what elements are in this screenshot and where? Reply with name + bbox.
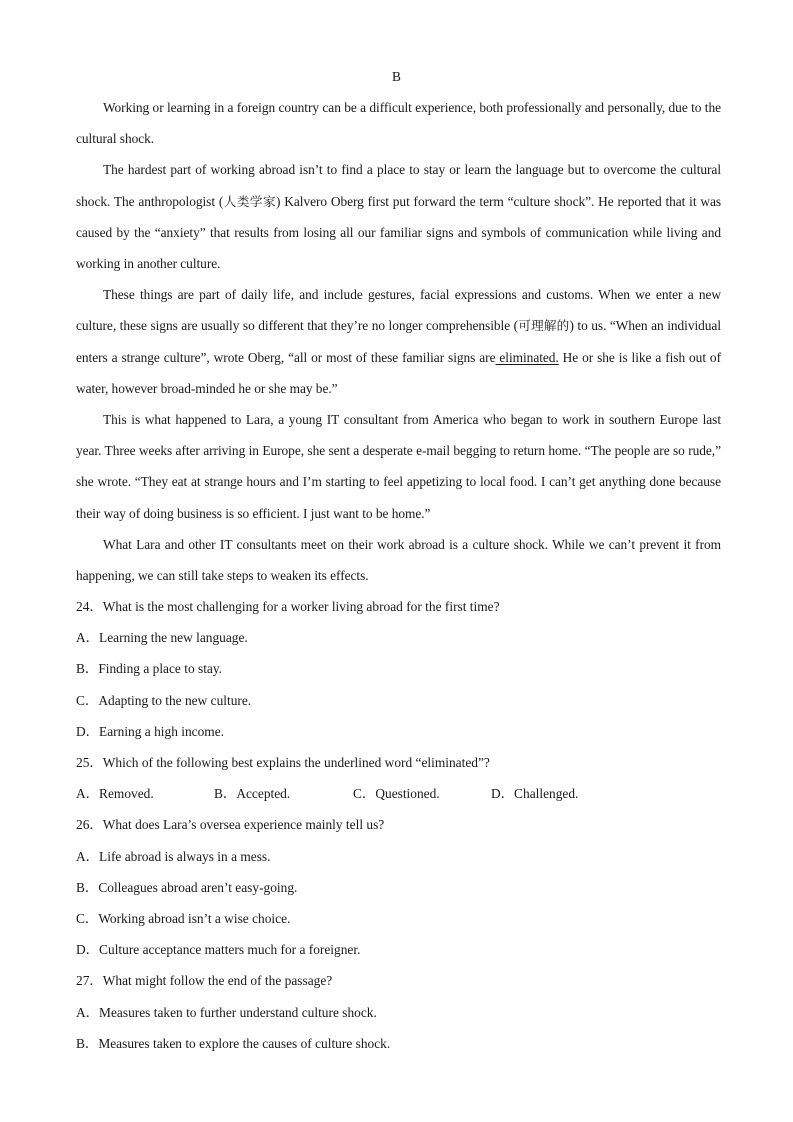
reading-passage [76,92,721,591]
section-label: B [392,69,401,84]
question-24-option-d: D．Earning a high income. [76,723,225,739]
passage-paragraph-1: Working or learning in a foreign country can be a difficult experience, both professionally and personally, due to the cultural shock. [76,100,721,147]
question-25-option-b: B．Accepted. [214,786,291,802]
chinese-gloss-anthropologist: 人类学家 [223,193,277,209]
question-25-stem: 25．Which of the following best explains the underlined word “eliminated”? [76,755,490,771]
question-26-option-b: B．Colleagues abroad aren’t easy-going. [76,879,298,895]
question-27-option-a: A．Measures taken to further understand culture shock. [76,1004,377,1020]
question-26-option-c: C．Working abroad isn’t a wise choice. [76,911,291,927]
question-list [76,591,726,1059]
question-25-option-d: D．Challenged. [491,786,579,802]
passage-paragraph-5: What Lara and other IT consultants meet on their work abroad is a culture shock. While we can’t prevent it from happening, we can still take steps to weaken its effects. [76,536,721,584]
question-24-option-a: A．Learning the new language. [76,630,248,646]
question-24-stem: 24．What is the most challenging for a worker living abroad for the first time? [76,599,500,614]
chinese-gloss-comprehensible: 可理解的 [518,318,570,334]
question-26-stem: 26．What does Lara’s oversea experience mainly tell us? [76,817,385,833]
passage-paragraph-4: This is what happened to Lara, a young IT consultant from America who began to work in southern Europe last year. Three weeks after arriving in Europe, she sent a desperate e-mail begging to return home. “The people are so rude,” she wrote. “They eat at strange hours and I’m starting to feel appetizing to local food. I can’t get anything done because their way of doing business is so efficient. I just want to be home.” [76,412,721,521]
passage-paragraph-3 [76,279,721,404]
question-27-stem: 27．What might follow the end of the passage? [76,973,333,989]
underlined-word-eliminated: eliminated. [495,349,559,365]
question-26-option-a: A．Life abroad is always in a mess. [76,848,271,864]
passage-paragraph-2 [76,154,721,279]
question-25-options [76,778,726,809]
question-25-option-c: C．Questioned. [353,786,440,802]
paragraph-2-text-b: ) Kalvero Oberg first put forward the term “culture shock”. He reported that it was caused by the “anxiety” that results from losing all our familiar signs and symbols of communication while living and working in another culture. [76,193,721,272]
paragraph-3-text-c: He or she is like a fish out of water, however broad-minded he or she may be.” [76,349,721,396]
question-24-option-b: B．Finding a place to stay. [76,661,223,677]
paragraph-2-text-a: The hardest part of working abroad isn’t to find a place to stay or learn the language but to overcome the cultural shock. The anthropologist ( [76,162,721,209]
paragraph-3-text-b: ) to us. “When an individual enters a strange culture”, wrote Oberg, “all or most of these familiar signs are [76,318,721,365]
question-25-option-a: A．Removed. [76,786,154,802]
question-26-option-d: D．Culture acceptance matters much for a foreigner. [76,942,361,958]
question-27-option-b: B．Measures taken to explore the causes of culture shock. [76,1035,391,1051]
paragraph-3-text-a: These things are part of daily life, and include gestures, facial expressions and customs. When we enter a new culture, these signs are usually so different that they’re no longer comprehensible ( [76,287,721,334]
question-24-option-c: C．Adapting to the new culture. [76,692,252,708]
